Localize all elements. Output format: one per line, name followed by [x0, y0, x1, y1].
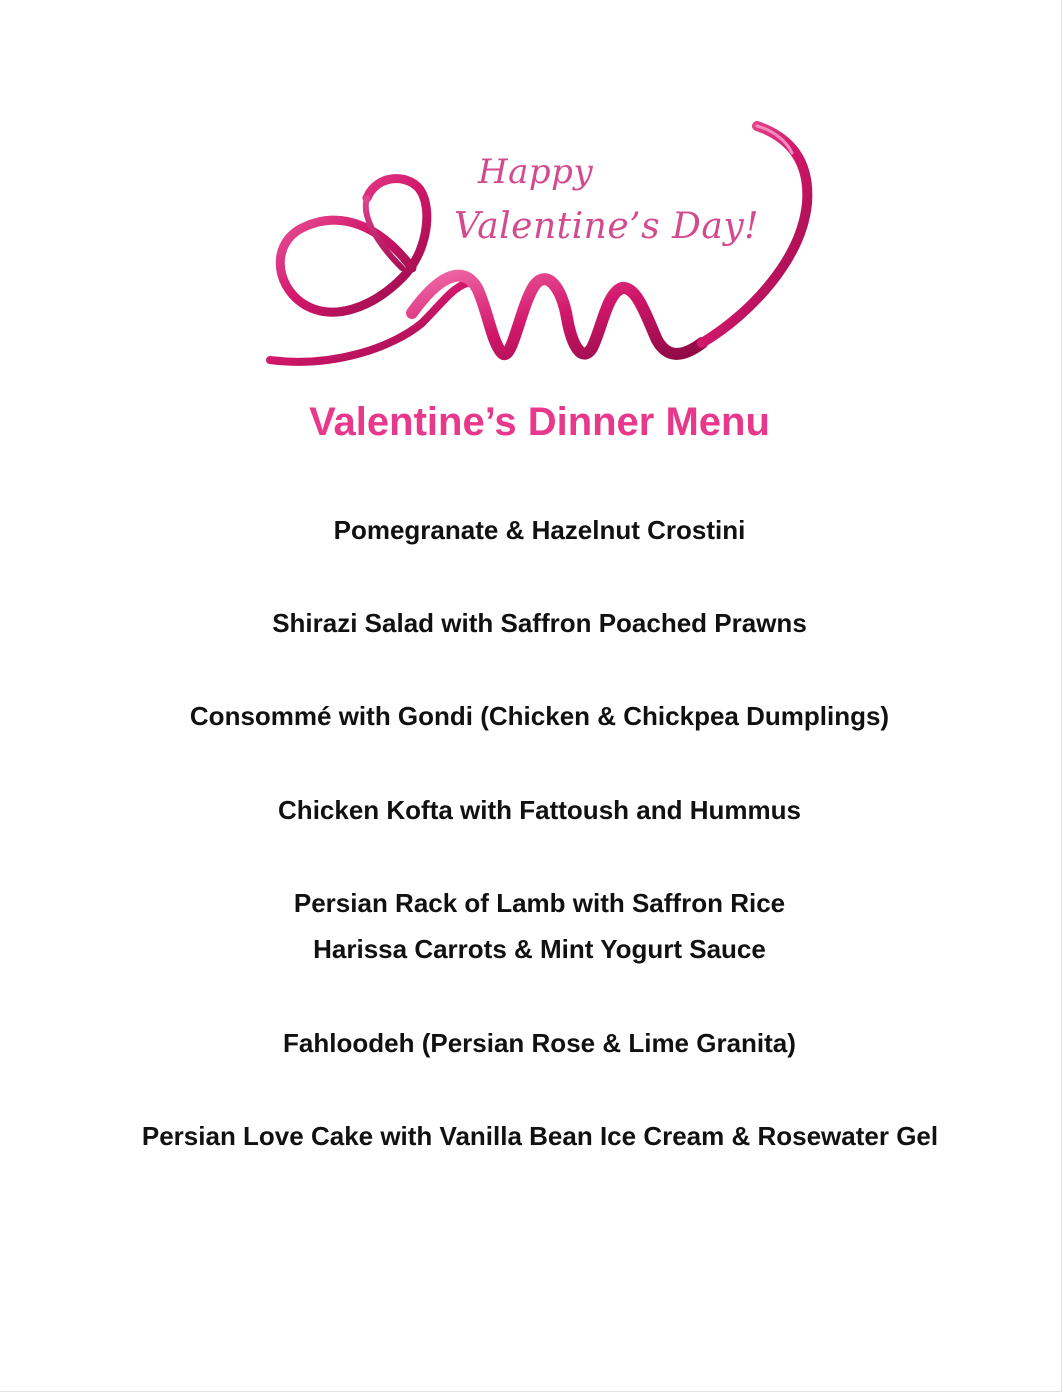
menu-item-crostini: Pomegranate & Hazelnut Crostini — [333, 515, 746, 545]
valentines-ribbon-logo — [262, 118, 822, 380]
menu-item-love-cake: Persian Love Cake with Vanilla Bean Ice Cream & Rosewater Gel — [141, 1121, 939, 1151]
menu-title: Valentine’s Dinner Menu — [309, 400, 770, 444]
menu-item-consomme: Consommé with Gondi (Chicken & Chickpea Dumplings) — [189, 701, 890, 731]
menu-item-harissa-carrots: Harissa Carrots & Mint Yogurt Sauce — [313, 934, 766, 964]
logo-valentines-day-text: Valentine’s Day! — [454, 206, 760, 247]
menu-item-shirazi-salad: Shirazi Salad with Saffron Poached Prawns — [272, 608, 807, 638]
logo-happy-text: Happy — [478, 152, 594, 192]
menu-item-fahloodeh: Fahloodeh (Persian Rose & Lime Granita) — [283, 1028, 796, 1058]
menu-item-rack-of-lamb: Persian Rack of Lamb with Saffron Rice — [293, 888, 786, 918]
menu-item-chicken-kofta: Chicken Kofta with Fattoush and Hummus — [278, 795, 801, 825]
